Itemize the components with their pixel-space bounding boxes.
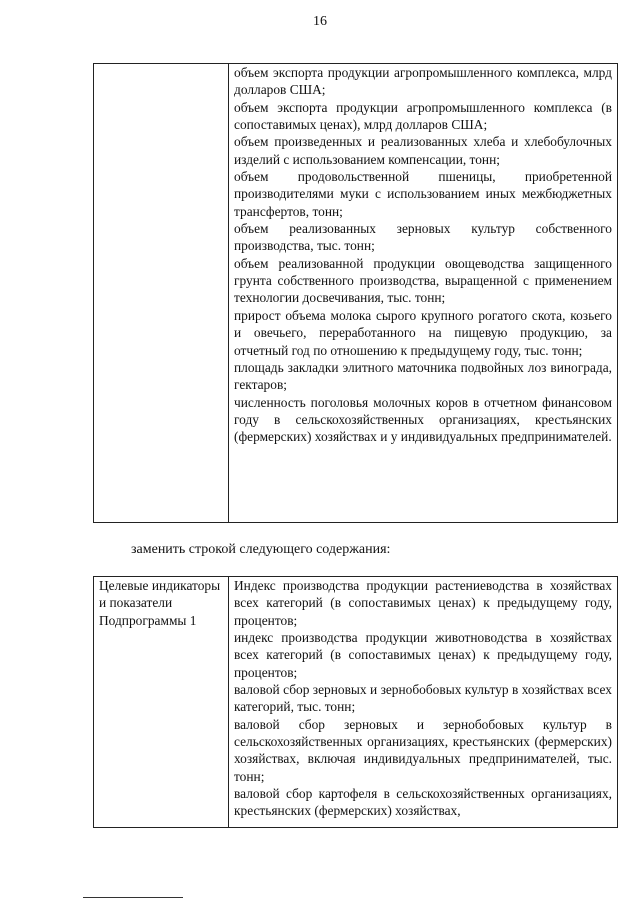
table-cell-label: Целевые индикаторы и показатели Подпрограммы 1 [94,577,229,828]
table-cell-content [229,64,618,523]
indicator-line: индекс производства продукции животноводства в хозяйствах всех категорий (в сопоставимых ценах) к предыдущему году, процентов; [234,630,612,680]
table-cell-content [229,577,618,828]
table-cell-label [94,64,229,523]
indicator-line: Индекс производства продукции растениеводства в хозяйствах всех категорий (в сопоставимых ценах) к предыдущему году, процентов; [234,578,612,628]
indicator-table-old [93,63,618,523]
indicator-line: площадь закладки элитного маточника подвойных лоз винограда, гектаров; [234,359,612,393]
indicator-table-new [93,576,618,828]
table-row [94,577,618,828]
indicator-line: объем реализованной продукции овощеводства защищенного грунта собственного производства, выращенной с применением технологии досвечивания, тыс. тонн; [234,255,612,306]
indicator-line: объем реализованных зерновых культур собственного производства, тыс. тонн; [234,221,612,254]
indicator-line: валовой сбор картофеля в сельскохозяйственных организациях, крестьянских (фермерских) хозяйствах, [234,786,612,819]
indicator-line: объем экспорта продукции агропромышленного комплекса (в сопоставимых ценах), млрд долларов США; [234,99,612,133]
indicator-line: численность поголовья молочных коров в отчетном финансовом году в сельскохозяйственных организациях, крестьянских (фермерских) хозяйствах и у индивидуальных предпринимателей. [234,394,612,445]
table-row [94,64,618,523]
indicator-line: объем продовольственной пшеницы, приобретенной производителями муки с использованием иных межбюджетных трансфертов, тонн; [234,169,612,219]
page-number: 16 [313,14,327,29]
indicator-line: объем произведенных и реализованных хлеба и хлебобулочных изделий с использованием компенсации, тонн; [234,134,612,167]
indicator-line: объем экспорта продукции агропромышленного комплекса, млрд долларов США; [234,65,612,98]
replace-instruction: заменить строкой следующего содержания: [131,542,391,557]
indicator-line: прирост объема молока сырого крупного рогатого скота, козьего и овечьего, переработанного на пищевую продукцию, за отчетный год по отношению к предыдущему году, тыс. тонн; [234,307,612,358]
indicator-line: валовой сбор зерновых и зернобобовых культур в хозяйствах всех категорий, тыс. тонн; [234,682,612,715]
footnote-divider [83,897,183,898]
indicator-line: валовой сбор зерновых и зернобобовых культур в сельскохозяйственных организациях, крестьянских (фермерских) хозяйствах, включая индивидуальных предпринимателей, тыс. тонн; [234,716,612,784]
